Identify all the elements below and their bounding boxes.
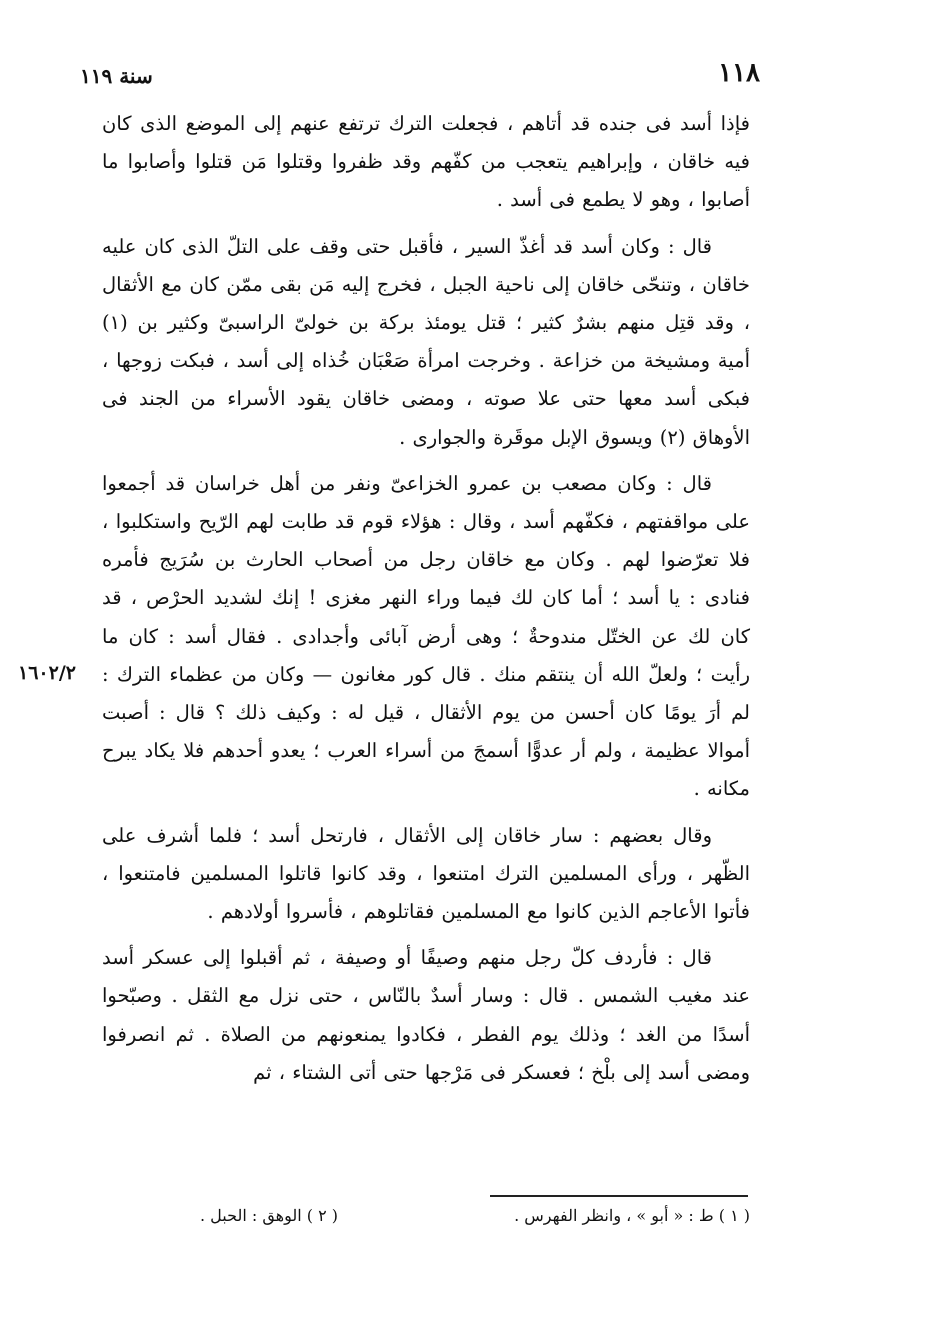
running-head-year: سنة ١١٩ [80, 64, 153, 88]
main-text [102, 105, 750, 1100]
paragraph: قال : وكان مصعب بن عمرو الخزاعىّ ونفر من أهل خراسان قد أجمعوا على مواقفتهم ، فكفّهم أسد ، وقال : هؤلاء قوم قد طابت لهم الرّيح واستكلبوا ، فلا تعرّضوا لهم . وكان مع خاقان رجل من أصحاب الحارث بن سُرَيج فأمره فنادى : يا أسد ؛ أما كان لك فيما وراء النهر مغزى ! إنك لشديد الحرْص ، قد كان لك عن الختّل مندوحةٌ ؛ وهى أرض آبائى وأجدادى . فقال أسد : كان ما رأيت ؛ ولعلّ الله أن ينتقم منك . قال كور مغانون — وكان من عظماء الترك : لم أرَ يومًا كان أحسن من يوم الأثقال ، قيل له : وكيف ذلك ؟ قال : أصبت أموالا عظيمة ، ولم أر عدوًّا أسمجَ من أسراء العرب ؛ يعدو أحدهم فلا يكاد يبرح مكانه . [102, 471, 750, 801]
margin-reference: ١٦٠٢/٢ [18, 662, 76, 684]
footnote-1: ( ١ ) ط : « أبو » ، وانظر الفهرس . [514, 1206, 750, 1225]
footnote-2: ( ٢ ) الوهق : الحبل . [200, 1206, 339, 1225]
footnote-divider [490, 1195, 748, 1197]
page-number: ١١٨ [718, 58, 760, 88]
footnotes [200, 1206, 750, 1246]
paragraph: قال : وكان أسد قد أغذّ السير ، فأقبل حتى وقف على التلّ الذى كان عليه خاقان ، وتنحّى خاقان إلى ناحية الجبل ، فخرج إليه مَن بقى ممّن كان مع الأثقال ، وقد قتِل منهم بشرٌ كثير ؛ قتل يومئذ بركة بن خولىّ الراسبىّ وكثير بن (١) أمية ومشيخة من خزاعة . وخرجت امرأة صَعْبَان خُذاه إلى أسد ، فبكت زوجها ، فبكى أسد معها حتى علا صوته ، ومضى خاقان يقود الأسراء من الجند فى الأوهاق (٢) ويسوق الإبل موقَرة والجوارى . [102, 234, 750, 449]
paragraph: قال : فأردف كلّ رجل منهم وصيفًا أو وصيفة ، ثم أقبلوا إلى عسكر أسد عند مغيب الشمس . قال : وسار أسدٌ بالنّاس ، حتى نزل مع الثقل . وصبّحوا أسدًا من الغد ؛ وذلك يوم الفطر ، فكادوا يمنعونهم من الصلاة . ثم انصرفوا ومضى أسد إلى بلْخ ؛ فعسكر فى مَرْجها حتى أتى الشتاء ، ثم [102, 946, 750, 1084]
page-header [80, 58, 760, 98]
paragraph: فإذا أسد فى جنده قد أتاهم ، فجعلت الترك ترتفع عنهم إلى الموضع الذى كان فيه خاقان ، وإبراهيم يتعجب من كفّهم وقد ظفروا وقتلوا مَن قتلوا وأصابوا ما أصابوا ، وهو لا يطمع فى أسد . [102, 112, 750, 212]
paragraph: وقال بعضهم : سار خاقان إلى الأثقال ، فارتحل أسد ؛ فلما أشرف على الظّهر ، ورأى المسلمين الترك امتنعوا ، وقد كانوا قاتلوا المسلمين فامتنعوا ، فأتوا الأعاجم الذين كانوا مع المسلمين فقاتلوهم ، فأسروا أولادهم . [102, 823, 750, 924]
